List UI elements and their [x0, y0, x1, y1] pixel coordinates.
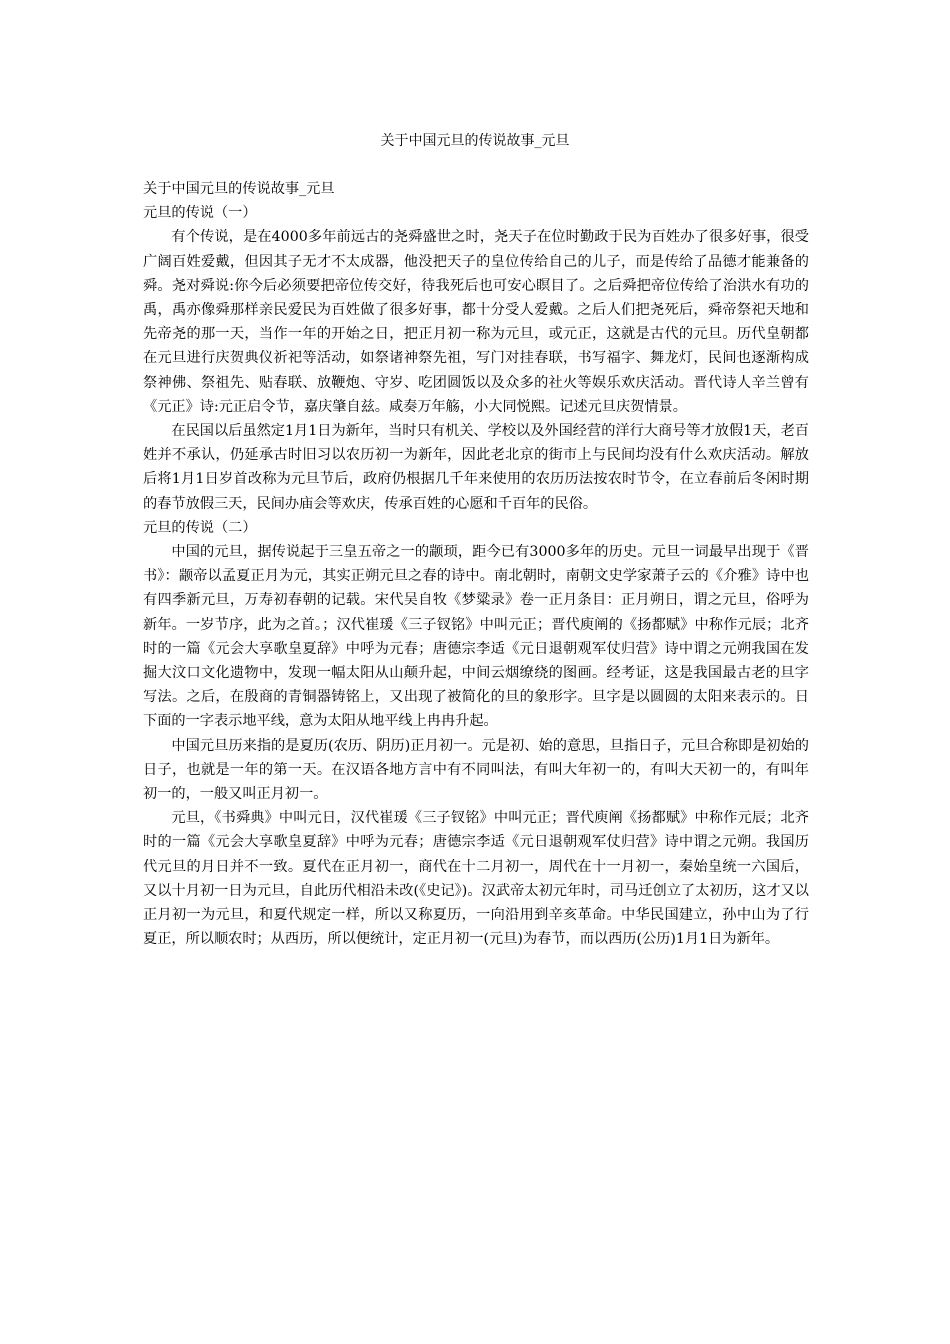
- document-title: 关于中国元旦的传说故事_元旦: [380, 133, 570, 149]
- section-1-heading: 元旦的传说（一）: [143, 205, 257, 222]
- section-1-paragraph-2: 在民国以后虽然定1月1日为新年，当时只有机关、学校以及外国经营的洋行大商号等才放假1天，老百姓并不承认，仍延承古时旧习以农历初一为新年，因此老北京的街市上与民间均没有什么欢庆活动。解放后将1月1日岁首改称为元旦节后，政府仍根据几千年来使用的农历历法按农时节令，在立春前后冬闲时期的春节放假三天，民间办庙会等欢庆，传承百姓的心愿和千百年的民俗。: [143, 423, 809, 512]
- section-2-heading: 元旦的传说（二）: [143, 519, 257, 536]
- section-2-paragraph-3: 元旦，《书舜典》中叫元日，汉代崔瑗《三子钗铭》中叫元正；晋代庾阐《扬都赋》中称作元辰；北齐时的一篇《元会大享歌皇夏辞》中呼为元春；唐德宗李适《元日退朝观军仗归营》诗中谓之元朔。我国历代元旦的月日并不一致。夏代在正月初一，商代在十二月初一，周代在十一月初一，秦始皇统一六国后，又以十月初一日为元旦，自此历代相沿未改(《史记》)。汉武帝太初元年时，司马迁创立了太初历，这才又以正月初一为元旦，和夏代规定一样，所以又称夏历，一向沿用到辛亥革命。中华民国建立，孙中山为了行夏正，所以顺农时；从西历，所以便统计，定正月初一(元旦)为春节，而以西历(公历)1月1日为新年。: [143, 810, 809, 948]
- section-2-paragraph-2: 中国元旦历来指的是夏历(农历、阴历)正月初一。元是初、始的意思，旦指日子，元旦合称即是初始的日子，也就是一年的第一天。在汉语各地方言中有不同叫法，有叫大年初一的，有叫大天初一的，有叫年初一的，一般又叫正月初一。: [143, 737, 809, 803]
- section-2-paragraph-1: 中国的元旦，据传说起于三皇五帝之一的颛顼，距今已有3000多年的历史。元旦一词最早出现于《晋书》：颛帝以孟夏正月为元，其实正朔元旦之春的诗中。南北朝时，南朝文史学家萧子云的《介雅》诗中也有四季新元旦，万寿初春朝的记载。宋代吴自牧《梦粱录》卷一正月条目：正月朔日，谓之元旦，俗呼为新年。一岁节序，此为之首。；汉代崔瑗《三子钗铭》中叫元正；晋代庾阐的《扬都赋》中称作元辰；北齐时的一篇《元会大享歌皇夏辞》中呼为元春；唐德宗李适《元日退朝观军仗归营》诗中谓之元朔我国在发掘大汶口文化遗物中，发现一幅太阳从山颠升起，中间云烟缭绕的图画。经考证，这是我国最古老的旦字写法。之后，在殷商的青铜器铸铭上，又出现了被简化的旦的象形字。旦字是以圆圆的太阳来表示的。日下面的一字表示地平线，意为太阳从地平线上冉冉升起。: [143, 544, 809, 730]
- section-1-paragraph-1: 有个传说，是在4000多年前远古的尧舜盛世之时，尧天子在位时勤政于民为百姓办了很多好事，很受广阔百姓爱戴，但因其子无才不太成器，他没把天子的皇位传给自己的儿子，而是传给了品德才能兼备的舜。尧对舜说:你今后必须要把帝位传交好，待我死后也可安心瞑目了。之后舜把帝位传给了治洪水有功的禹，禹亦像舜那样亲民爱民为百姓做了很多好事，都十分受人爱戴。之后人们把尧死后，舜帝祭祀天地和先帝尧的那一天，当作一年的开始之日，把正月初一称为元旦，或元正，这就是古代的元旦。历代皇朝都在元旦进行庆贺典仪祈祀等活动，如祭诸神祭先祖，写门对挂春联，书写福字、舞龙灯，民间也逐渐构成祭神佛、祭祖先、贴春联、放鞭炮、守岁、吃团圆饭以及众多的社火等娱乐欢庆活动。晋代诗人辛兰曾有《元正》诗:元正启令节，嘉庆肇自兹。咸奏万年觞，小大同悦熙。记述元旦庆贺情景。: [143, 229, 809, 415]
- document-subtitle: 关于中国元旦的传说故事_元旦: [143, 181, 335, 197]
- document-body: [143, 177, 809, 952]
